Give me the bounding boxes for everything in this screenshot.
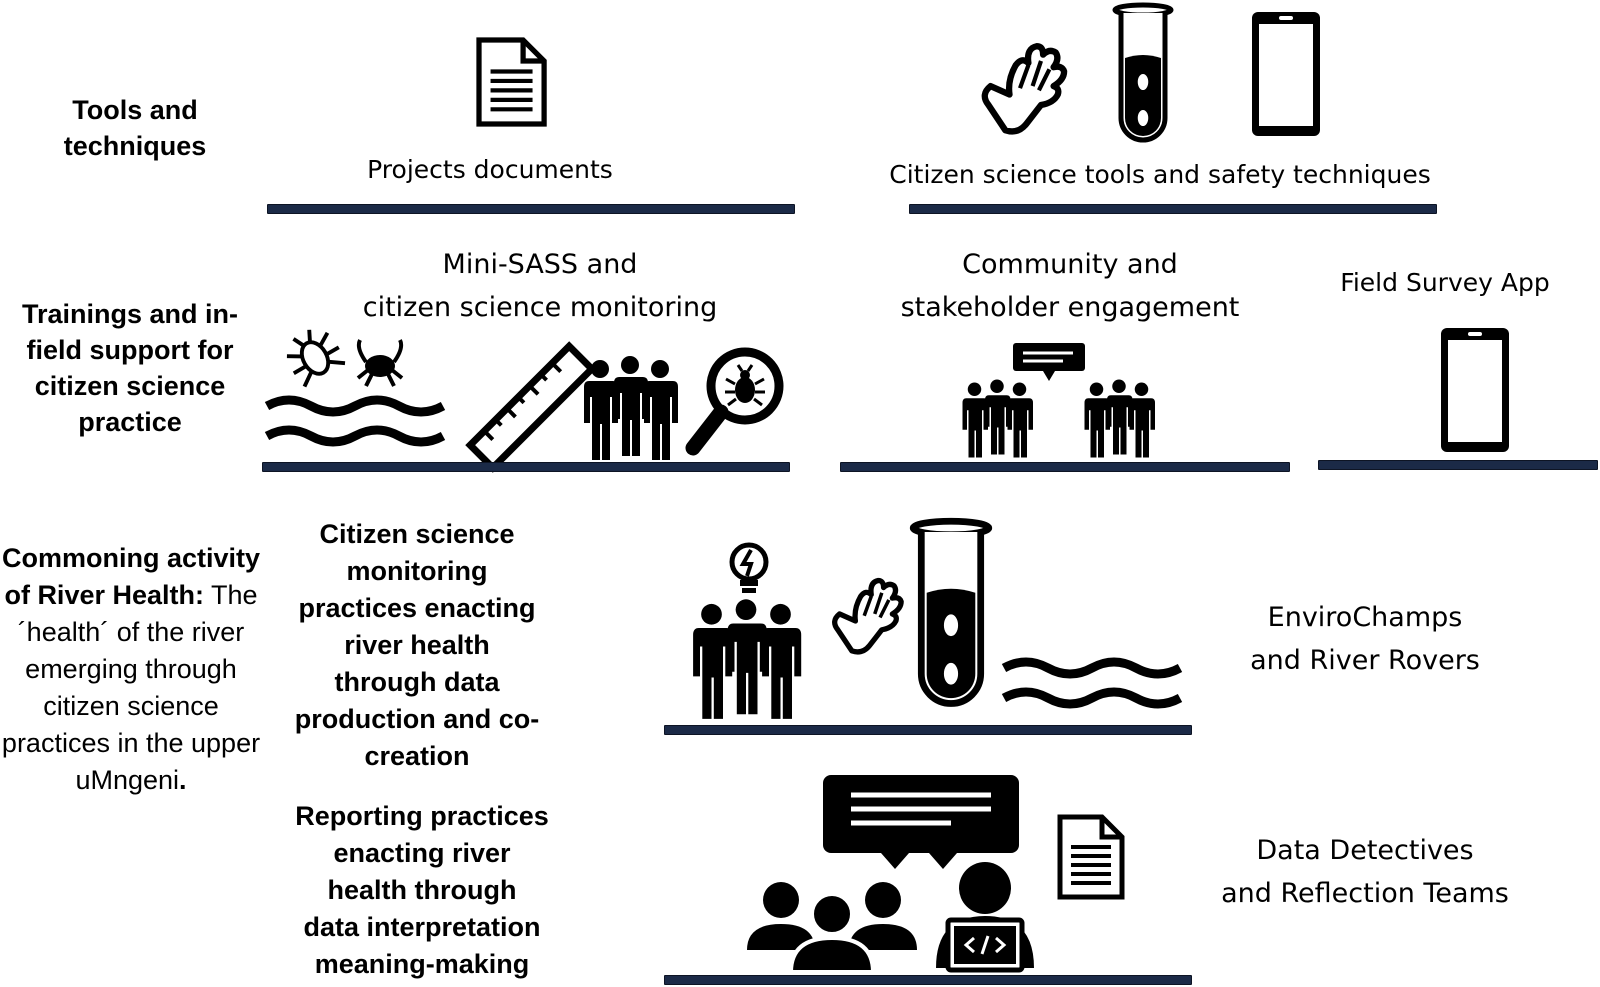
label-monitoring-practice xyxy=(282,516,552,775)
test-tube-icon xyxy=(1108,4,1178,154)
commoning-bold-text: Commoning activity of River Health: xyxy=(1,543,261,610)
team-label-line: Data Detectives xyxy=(1256,835,1474,866)
row-label-line: techniques xyxy=(63,131,207,161)
panel-label-community xyxy=(860,243,1280,329)
label-line: meaning-making xyxy=(314,949,530,979)
people-group-icon xyxy=(570,350,690,460)
label-line: Citizen science xyxy=(319,519,515,549)
row-label-line: practice xyxy=(78,407,182,437)
row-label-line: field support for xyxy=(26,335,234,365)
label-line: enacting river xyxy=(333,838,511,868)
panel-label-minisass xyxy=(330,243,750,329)
panel-label-line: stakeholder engagement xyxy=(900,292,1240,323)
row-label-commoning xyxy=(0,540,262,799)
glove-icon xyxy=(829,577,909,667)
row-label-trainings xyxy=(10,296,250,440)
row-label-tools xyxy=(40,92,230,164)
row-label-line: Trainings and in- xyxy=(21,299,238,329)
panel-label-projects-documents: Projects documents xyxy=(367,155,613,184)
bugs-icon xyxy=(280,328,420,398)
shelf xyxy=(262,462,790,472)
document-icon xyxy=(1058,815,1128,905)
shelf xyxy=(267,204,795,214)
shelf xyxy=(664,975,1192,985)
people-group-icon xyxy=(1075,375,1165,455)
coder-laptop-icon xyxy=(930,858,1040,978)
team-label-line: and Reflection Teams xyxy=(1221,878,1509,909)
panel-label-field-app: Field Survey App xyxy=(1340,268,1550,297)
shelf xyxy=(664,725,1192,735)
label-line: creation xyxy=(364,741,470,771)
people-group-icon xyxy=(953,375,1043,455)
row-label-line: citizen science xyxy=(34,371,226,401)
magnifier-bug-icon xyxy=(683,344,793,464)
label-line: river health xyxy=(344,630,490,660)
label-line: health through xyxy=(327,875,517,905)
shelf xyxy=(840,462,1290,472)
team-label-line: and River Rovers xyxy=(1250,645,1480,676)
label-line: Reporting practices xyxy=(295,801,549,831)
panel-label-citizen-tools: Citizen science tools and safety techniques xyxy=(889,160,1431,189)
phone-icon xyxy=(1441,328,1513,456)
label-line: production and co- xyxy=(294,704,540,734)
row-label-line: Tools and xyxy=(72,95,198,125)
team-label-data-detectives xyxy=(1195,829,1535,915)
shelf xyxy=(1318,460,1598,470)
commoning-period: . xyxy=(179,765,187,795)
audience-icon xyxy=(747,880,927,980)
shelf xyxy=(909,204,1437,214)
glove-icon xyxy=(978,42,1068,142)
people-group-icon xyxy=(676,596,816,716)
water-waves-icon xyxy=(1004,660,1184,720)
label-line: through data xyxy=(334,667,500,697)
water-waves-icon xyxy=(267,398,447,458)
phone-icon xyxy=(1252,12,1324,140)
commoning-text: The ´health´ of the river emerging through citizen science practices in the upper uMngeni xyxy=(1,580,261,795)
team-label-envirochamps xyxy=(1215,596,1515,682)
document-icon xyxy=(477,38,547,124)
panel-label-line: citizen science monitoring xyxy=(362,292,718,323)
label-reporting-practice xyxy=(282,798,562,983)
label-line: practices enacting xyxy=(298,593,536,623)
test-tube-icon xyxy=(906,522,996,722)
label-line: data interpretation xyxy=(303,912,541,942)
team-label-line: EnviroChamps xyxy=(1267,602,1463,633)
label-line: monitoring xyxy=(346,556,488,586)
lightbulb-icon xyxy=(724,540,774,604)
panel-label-line: Community and xyxy=(962,249,1178,280)
panel-label-line: Mini-SASS and xyxy=(442,249,638,280)
